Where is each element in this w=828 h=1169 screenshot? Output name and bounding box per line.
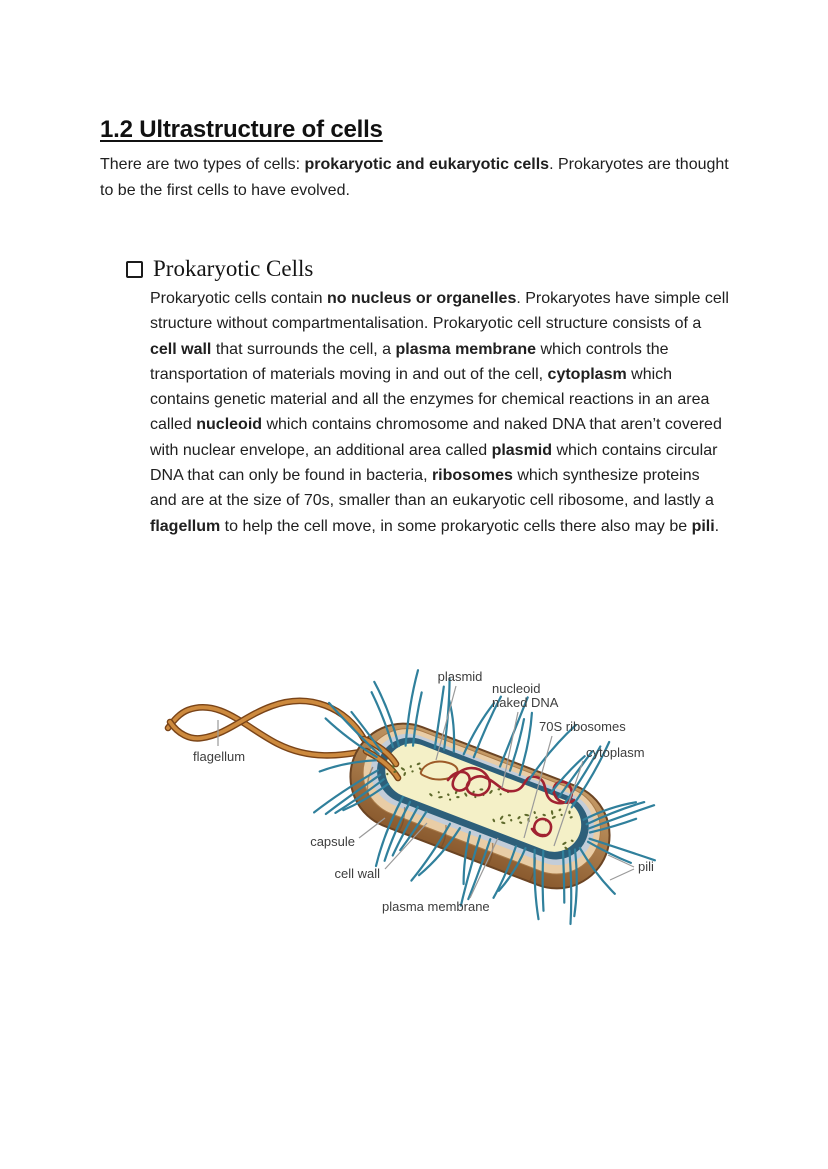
checkbox-icon xyxy=(126,261,143,278)
diagram-label-flagellum: flagellum xyxy=(193,749,246,764)
intro-paragraph: There are two types of cells: prokaryotic and eukaryotic cells. Prokaryotes are thought to be the first cells to have evolved. xyxy=(100,156,729,199)
page-title: 1.2 Ultrastructure of cells xyxy=(100,116,383,143)
diagram-label-plasmid: plasmid xyxy=(437,669,483,684)
diagram-label-nucleoid: nucleoid xyxy=(492,681,541,696)
diagram-label-pili: pili xyxy=(638,859,654,874)
prokaryote-diagram xyxy=(150,648,710,938)
diagram-label-naked-dna: naked DNA xyxy=(492,695,559,710)
ribosome-dot xyxy=(568,811,570,815)
section-heading-row xyxy=(126,256,313,282)
pilus xyxy=(563,851,564,902)
section-body-paragraph: Prokaryotic cells contain no nucleus or organelles. Prokaryotes have simple cell structure without compartmentalisation. Prokaryotic cell structure consists of a cell wall that surrounds the cell, a plasma membrane which controls the transportation of materials moving in and out of the cell, cytoplasm which contains genetic material and all the enzymes for chemical reactions in an area called nucleoid which contains chromosome and naked DNA that aren’t covered with nuclear envelope, an additional area called plasmid which contains circular DNA that can only be found in bacteria, ribosomes which synthesize proteins and are at the size of 70s, smaller than an eukaryotic cell ribosome, and lastly a flagellum to help the cell move, in some prokaryotic cells there also may be pili. xyxy=(150,290,729,535)
pilus xyxy=(543,851,544,911)
diagram-label-cytoplasm: cytoplasm xyxy=(586,745,645,760)
section-heading: Prokaryotic Cells xyxy=(153,256,314,281)
leader-capsule xyxy=(359,818,385,838)
diagram-label-plasma-membrane: plasma membrane xyxy=(382,899,490,914)
leader-pili-lower xyxy=(610,869,634,880)
leader-pili-upper xyxy=(608,855,634,867)
diagram-label-cell-wall: cell wall xyxy=(334,866,380,881)
diagram-label-ribosomes: 70S ribosomes xyxy=(539,719,626,734)
diagram-label-capsule: capsule xyxy=(310,834,355,849)
